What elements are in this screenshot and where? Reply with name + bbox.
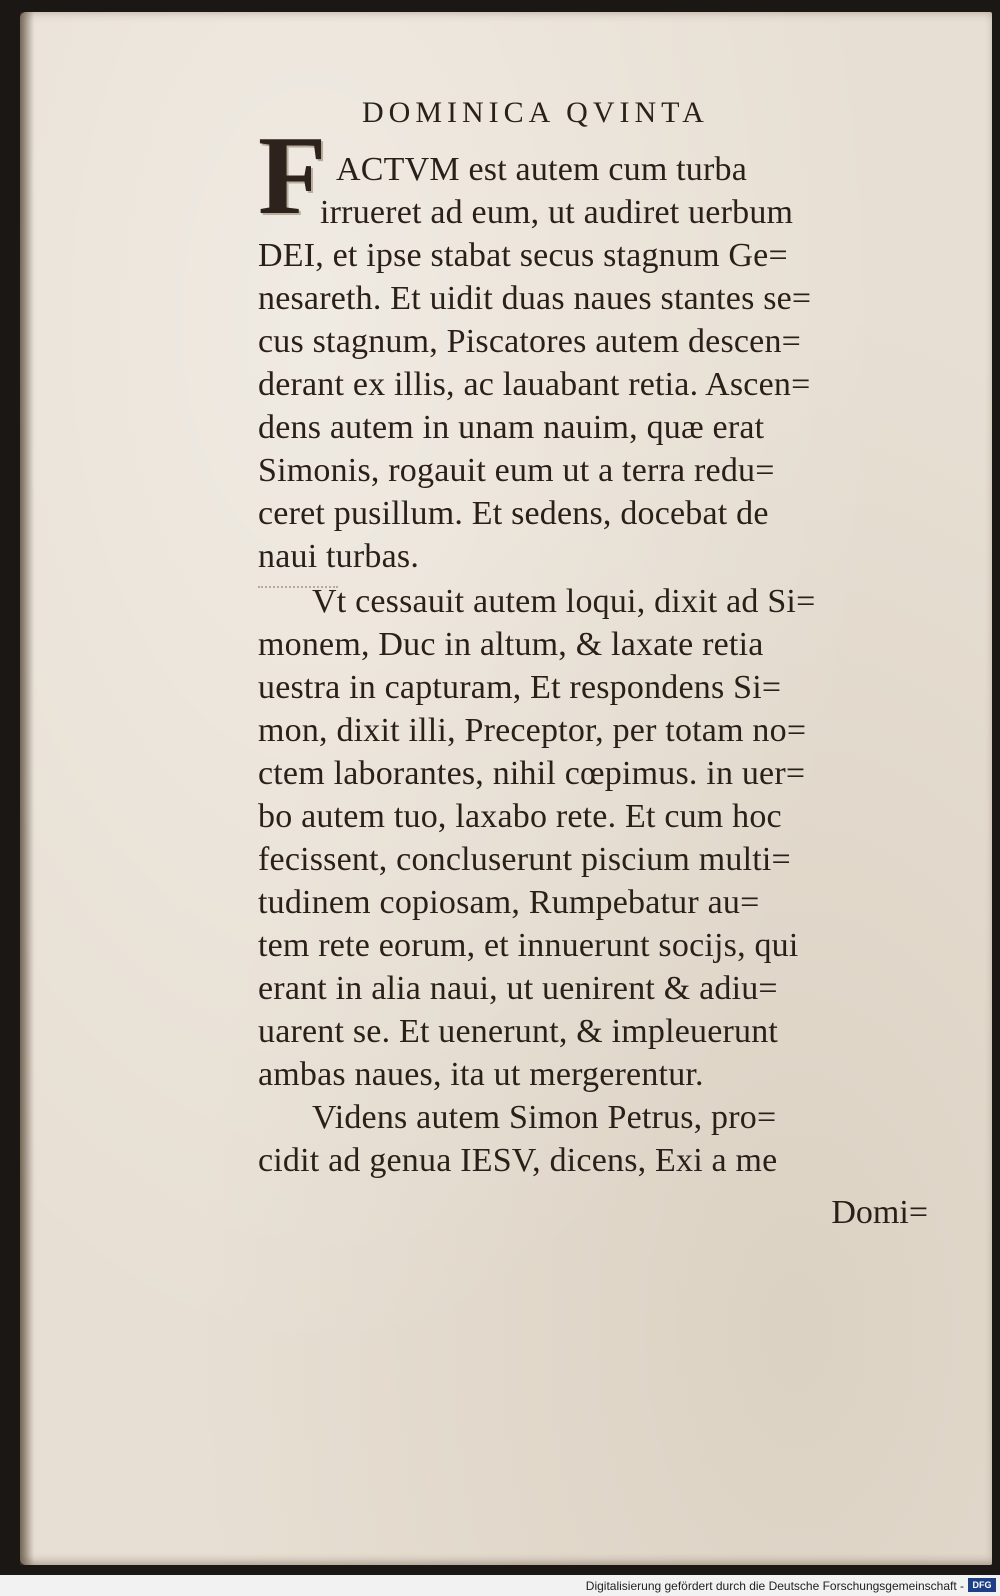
text-line: bo autem tuo, laxabo rete. Et cum hoc (258, 798, 782, 835)
catchword: Domi= (831, 1194, 928, 1231)
text-line: mon, dixit illi, Preceptor, per totam no= (258, 712, 807, 749)
text-line: ACTVM est autem cum turba (336, 151, 748, 188)
text-line: ctem laborantes, nihil cœpimus. in uer= (258, 755, 806, 792)
text-line: erant in alia naui, ut uenirent & adiu= (258, 970, 778, 1007)
text-line: irrueret ad eum, ut audiret uerbum (320, 194, 794, 231)
text-line: tem rete eorum, et innuerunt socijs, qui (258, 927, 799, 964)
text-line: fecissent, concluserunt piscium multi= (258, 841, 791, 878)
text-line: ambas naues, ita ut mergerentur. (258, 1056, 704, 1093)
text-line: ceret pusillum. Et sedens, docebat de (258, 495, 769, 532)
text-line: dens autem in unam nauim, quæ erat (258, 409, 765, 446)
text-line: Simonis, rogauit eum ut a terra redu= (258, 452, 775, 489)
text-line: uestra in capturam, Et respondens Si= (258, 669, 782, 706)
text-line: naui turbas. (258, 538, 420, 575)
text-line: nesareth. Et uidit duas naues stantes se= (258, 280, 812, 317)
text-line: Vt cessauit autem loqui, dixit ad Si= (312, 583, 816, 620)
text-line: derant ex illis, ac lauabant retia. Ascen= (258, 366, 811, 403)
decorated-initial: F (258, 114, 327, 238)
text-line: cidit ad genua IESV, dicens, Exi a me (258, 1142, 778, 1179)
text-line: uarent se. Et uenerunt, & impleuerunt (258, 1013, 779, 1050)
text-line: cus stagnum, Piscatores autem descen= (258, 323, 802, 360)
text-line: Videns autem Simon Petrus, pro= (312, 1099, 777, 1136)
page-gutter-shadow (20, 12, 34, 1565)
text-line: tudinem copiosam, Rumpebatur au= (258, 884, 760, 921)
dfg-logo: DFG (968, 1578, 996, 1592)
text-line: DEI, et ipse stabat secus stagnum Ge= (258, 237, 788, 274)
funding-notice: Digitalisierung gefördert durch die Deutsche Forschungsgemeinschaft - (585, 1579, 964, 1593)
text-line: monem, Duc in altum, & laxate retia (258, 626, 764, 663)
running-header: DOMINICA QVINTA (362, 96, 709, 129)
